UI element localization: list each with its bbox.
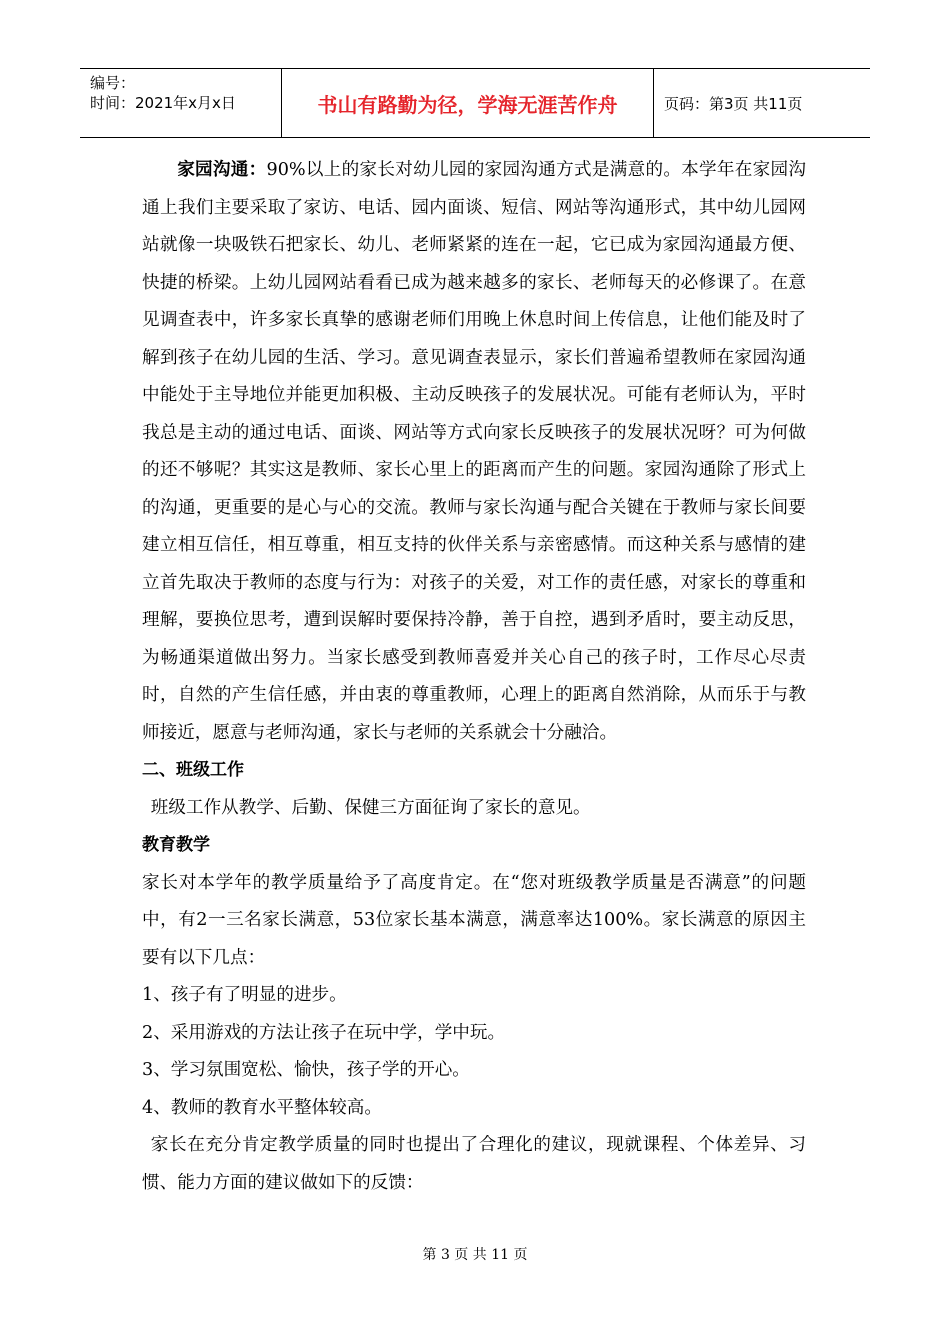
document-date: 时间：2021年x月x日: [90, 94, 236, 112]
paragraph-class-work: 班级工作从教学、后勤、保健三方面征询了家长的意见。: [150, 797, 591, 818]
list-item: 2、采用游戏的方法让孩子在玩中学，学中玩。: [142, 1022, 506, 1043]
list-item: 1、孩子有了明显的进步。: [142, 985, 347, 1005]
document-body: [142, 152, 806, 1202]
subsection-heading-education: 教育教学: [142, 835, 210, 855]
header-page-info: 页码：第3页 共11页: [664, 94, 803, 113]
paragraph-text: 90%以上的家长对幼儿园的家园沟通方式是满意的。本学年在家园沟通上我们主要采取了家访、电话、园内面谈、短信、网站等沟通形式，其中幼儿园网站就像一块吸铁石把家长、幼儿、老师紧紧的连在一起，它已成为家园沟通最方便、快捷的桥梁。上幼儿园网站看看已成为越来越多的家长、老师每天的必修课了。在意见调查表中，许多家长真挚的感谢老师们用晚上休息时间上传信息，让他们能及时了解到孩子在幼儿园的生活、学习。意见调查表显示，家长们普遍希望教师在家园沟通中能处于主导地位并能更加积极、主动反映孩子的发展状况。可能有老师认为，平时我总是主动的通过电话、面谈、网站等方式向家长反映孩子的发展状况呀？可为何做的还不够呢？其实这是教师、家长心里上的距离而产生的问题。家园沟通除了形式上的沟通，更重要的是心与心的交流。教师与家长沟通与配合关键在于教师与家长间要建立相互信任，相互尊重，相互支持的伙伴关系与亲密感情。而这种关系与感情的建立首先取决于教师的态度与行为：对孩子的关爱，对工作的责任感，对家长的尊重和理解，要换位思考，遭到误解时要保持冷静，善于自控，遇到矛盾时，要主动反思，为畅通渠道做出努力。当家长感受到教师喜爱并关心自己的孩子时，工作尽心尽责时，自然的产生信任感，并由衷的尊重教师，心理上的距离自然消除，从而乐于与教师接近，愿意与老师沟通，家长与老师的关系就会十分融洽。: [142, 160, 806, 743]
list-item: 3、学习氛围宽松、愉快，孩子学的开心。: [142, 1060, 470, 1080]
document-number-label: 编号：: [90, 74, 136, 92]
paragraph-teaching-quality: 家长对本学年的教学质量给予了高度肯定。在“您对班级教学质量是否满意”的问题中，有2一三名家长满意，53位家长基本满意，满意率达100%。家长满意的原因主要有以下几点：: [142, 872, 806, 968]
page-header: [80, 68, 870, 138]
list-item: 4、教师的教育水平整体较高。: [142, 1097, 382, 1118]
header-motto: 书山有路勤为径，学海无涯苦作舟: [282, 69, 654, 137]
paragraph-home-school-communication: [142, 152, 806, 752]
paragraph-lead-term: 家园沟通：: [177, 160, 267, 180]
header-meta: [80, 69, 282, 137]
paragraph-suggestions: 家长在充分肯定教学质量的同时也提出了合理化的建议，现就课程、个体差异、习惯、能力方面的建议做如下的反馈：: [142, 1135, 806, 1193]
section-heading-class-work: 二、班级工作: [142, 760, 244, 780]
page-footer: 第 3 页 共 11 页: [422, 1247, 528, 1263]
